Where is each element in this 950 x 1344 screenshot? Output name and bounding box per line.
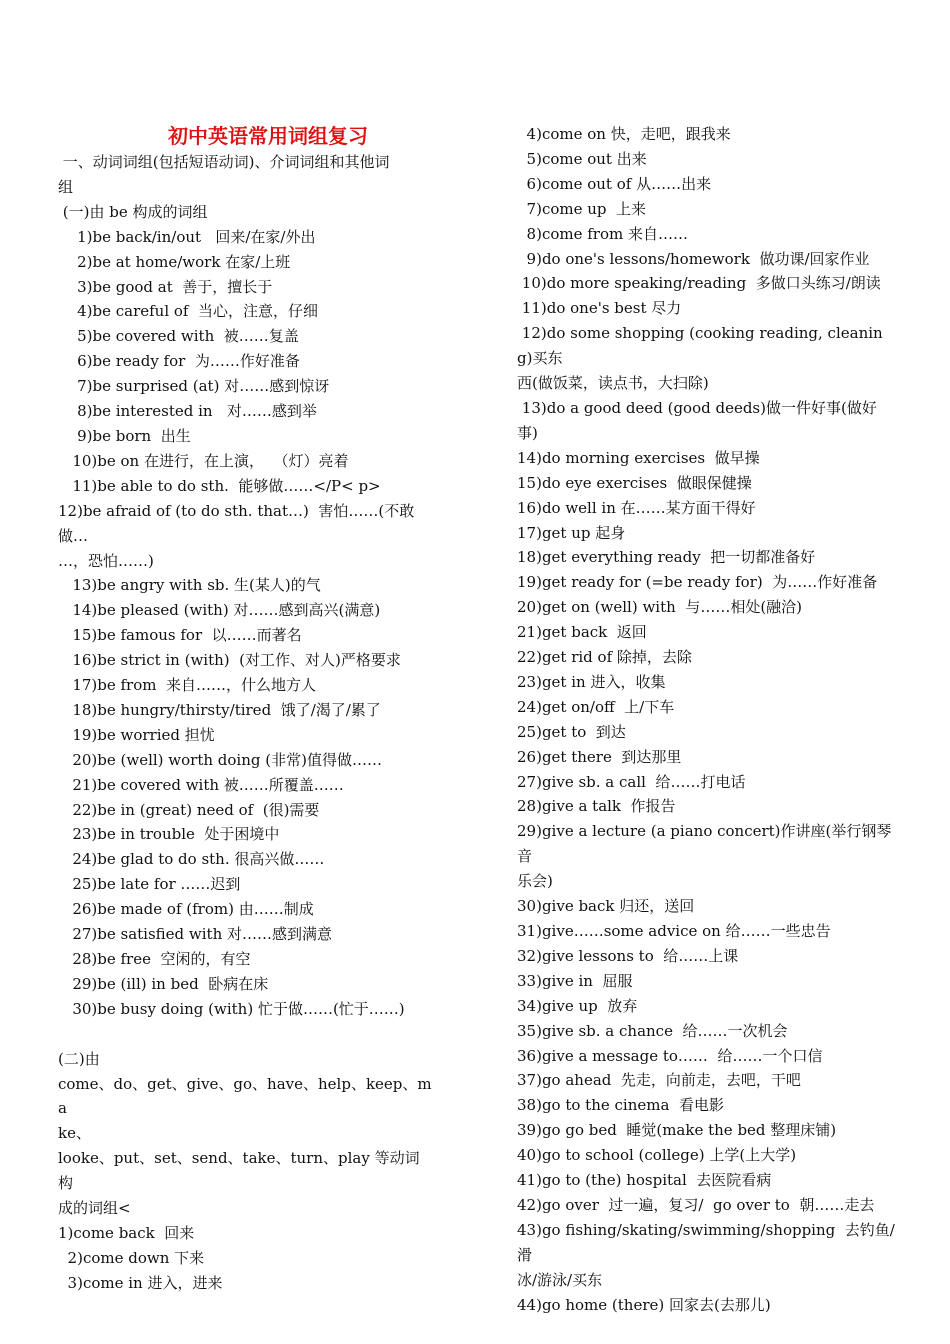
phrase-line: 25)get to 到达 xyxy=(517,722,626,741)
phrase-line: 7)be surprised (at) 对……感到惊讶 xyxy=(58,377,330,396)
phrase-line: 42)go over 过一遍，复习/ go over to 朝……走去 xyxy=(517,1195,875,1214)
phrase-line: 一、动词词组(包括短语动词)、介词词组和其他词 xyxy=(58,153,390,171)
phrase-line: (一)由 be 构成的词组 xyxy=(58,202,208,221)
phrase-line: 11)do one's best 尽力 xyxy=(517,299,682,318)
phrase-line: 冰/游泳/买东 xyxy=(517,1270,603,1289)
phrase-line: 40)go to school (college) 上学(上大学) xyxy=(517,1146,797,1165)
phrase-line: 组 xyxy=(58,177,74,196)
phrase-line: 21)get back 返回 xyxy=(517,623,647,642)
phrase-line: 23)get in 进入，收集 xyxy=(517,672,666,691)
phrase-line: 3)come in 进入，进来 xyxy=(58,1273,223,1292)
phrase-line: 41)go to (the) hospital 去医院看病 xyxy=(517,1171,772,1190)
page-title: 初中英语常用词组复习 xyxy=(168,124,368,148)
phrase-line: 4)be careful of 当心，注意，仔细 xyxy=(58,302,319,321)
left-column xyxy=(58,122,433,1296)
phrase-line: 成的词组< xyxy=(58,1199,131,1218)
phrase-line: 乐会) xyxy=(517,872,553,891)
phrase-line: 10)be on 在进行，在上演， （灯）亮着 xyxy=(58,451,349,470)
phrase-line: 26)be made of (from) 由……制成 xyxy=(58,900,314,919)
phrase-line: 14)be pleased (with) 对……感到高兴(满意) xyxy=(58,601,381,620)
phrase-line: come、do、get、give、go、have、help、keep、ma xyxy=(58,1074,432,1118)
phrase-line: 22)be in (great) need of (很)需要 xyxy=(58,800,320,819)
phrase-line: (二)由 xyxy=(58,1049,100,1068)
phrase-line: 44)go home (there) 回家去(去那儿) xyxy=(517,1295,771,1314)
phrase-line: 1)be back/in/out 回来/在家/外出 xyxy=(58,227,316,246)
phrase-line: 2)come down 下来 xyxy=(58,1248,205,1267)
phrase-line: 17)get up 起身 xyxy=(517,523,626,542)
phrase-line: 30)give back 归还，送回 xyxy=(517,897,695,916)
phrase-line: 5)come out 出来 xyxy=(517,149,647,168)
phrase-line: 11)be able to do sth. 能够做……</P< p> xyxy=(58,476,381,495)
phrase-line: 23)be in trouble 处于困境中 xyxy=(58,825,280,844)
phrase-line: 33)give in 屈服 xyxy=(517,971,633,990)
phrase-line: 2)be at home/work 在家/上班 xyxy=(58,252,291,271)
phrase-line: 19)be worried 担忧 xyxy=(58,725,215,744)
phrase-line: 9)be born 出生 xyxy=(58,426,191,445)
phrase-line: 29)give a lecture (a piano concert)作讲座(举行钢琴音 xyxy=(517,822,892,866)
phrase-line: 37)go ahead 先走，向前走，去吧，干吧 xyxy=(517,1071,801,1090)
phrase-line: 15)be famous for 以……而著名 xyxy=(58,626,302,645)
phrase-line: 9)do one's lessons/homework 做功课/回家作业 xyxy=(517,249,870,268)
phrase-line: 19)get ready for (=be ready for) 为……作好准备 xyxy=(517,573,878,592)
phrase-line: 20)get on (well) with 与……相处(融洽) xyxy=(517,598,803,617)
phrase-line: 18)be hungry/thirsty/tired 饿了/渴了/累了 xyxy=(58,700,381,719)
phrase-line: 31)give……some advice on 给……一些忠告 xyxy=(517,922,831,940)
phrase-line: 24)be glad to do sth. 很高兴做…… xyxy=(58,850,325,869)
phrase-line: 30)be busy doing (with) 忙于做……(忙于……) xyxy=(58,999,405,1018)
phrase-line: 36)give a message to…… 给……一个口信 xyxy=(517,1046,823,1065)
phrase-line: ke、 xyxy=(58,1124,91,1143)
right-lines xyxy=(517,122,895,1318)
phrase-line: looke、put、set、send、take、turn、play 等动词构 xyxy=(58,1149,420,1193)
phrase-line: 5)be covered with 被……复盖 xyxy=(58,327,299,346)
phrase-line: 28)be free 空闲的，有空 xyxy=(58,950,251,968)
phrase-line: 8)be interested in 对……感到举 xyxy=(58,402,317,421)
phrase-line: 20)be (well) worth doing (非常)值得做…… xyxy=(58,750,382,769)
phrase-line: 15)do eye exercises 做眼保健操 xyxy=(517,473,752,492)
phrase-line: 26)get there 到达那里 xyxy=(517,747,682,766)
phrase-line: 7)come up 上来 xyxy=(517,199,647,218)
phrase-line: 西(做饭菜，读点书，大扫除) xyxy=(517,374,709,393)
phrase-line: 6)be ready for 为……作好准备 xyxy=(58,352,300,371)
phrase-line: 24)get on/off 上/下车 xyxy=(517,697,675,716)
phrase-line: …，恐怕……) xyxy=(58,551,154,570)
phrase-line: 21)be covered with 被……所覆盖…… xyxy=(58,775,344,794)
phrase-line: 18)get everything ready 把一切都准备好 xyxy=(517,548,816,567)
phrase-line: 17)be from 来自……，什么地方人 xyxy=(58,676,317,695)
phrase-line: 13)do a good deed (good deeds)做一件好事(做好事) xyxy=(517,398,877,442)
phrase-line: 29)be (ill) in bed 卧病在床 xyxy=(58,974,269,993)
phrase-line: 8)come from 来自…… xyxy=(517,224,688,243)
phrase-line: 12)be afraid of (to do sth. that…) 害怕……(不敢做… xyxy=(58,501,415,545)
phrase-line: 39)go go bed 睡觉(make the bed 整理床铺) xyxy=(517,1121,837,1140)
phrase-line: 38)go to the cinema 看电影 xyxy=(517,1096,724,1115)
phrase-line: 34)give up 放弃 xyxy=(517,996,638,1015)
phrase-line: 16)do well in 在……某方面干得好 xyxy=(517,498,756,517)
phrase-line: 32)give lessons to 给……上课 xyxy=(517,946,739,965)
phrase-line: 22)get rid of 除掉，去除 xyxy=(517,648,692,667)
phrase-line xyxy=(58,1022,433,1047)
left-lines xyxy=(58,150,433,1296)
phrase-line: 25)be late for ……迟到 xyxy=(58,875,241,894)
phrase-line: 1)come back 回来 xyxy=(58,1223,195,1242)
phrase-line: 43)go fishing/skating/swimming/shopping 去钓鱼/滑 xyxy=(517,1220,895,1264)
phrase-line: 13)be angry with sb. 生(某人)的气 xyxy=(58,576,321,595)
phrase-line: 27)be satisfied with 对……感到满意 xyxy=(58,925,333,944)
phrase-line: 35)give sb. a chance 给……一次机会 xyxy=(517,1021,788,1040)
phrase-line: 28)give a talk 作报告 xyxy=(517,797,676,816)
phrase-line: 14)do morning exercises 做早操 xyxy=(517,448,760,467)
phrase-line: 6)come out of 从……出来 xyxy=(517,174,712,193)
right-column xyxy=(517,122,895,1318)
phrase-line: 16)be strict in (with) (对工作、对人)严格要求 xyxy=(58,651,401,670)
phrase-line: 3)be good at 善于，擅长于 xyxy=(58,277,273,296)
phrase-line: 27)give sb. a call 给……打电话 xyxy=(517,772,746,791)
phrase-line: 10)do more speaking/reading 多做口头练习/朗读 xyxy=(517,274,881,293)
phrase-line: 4)come on 快，走吧，跟我来 xyxy=(517,125,731,143)
phrase-line: 12)do some shopping (cooking reading, cleaning)买东 xyxy=(517,324,883,368)
